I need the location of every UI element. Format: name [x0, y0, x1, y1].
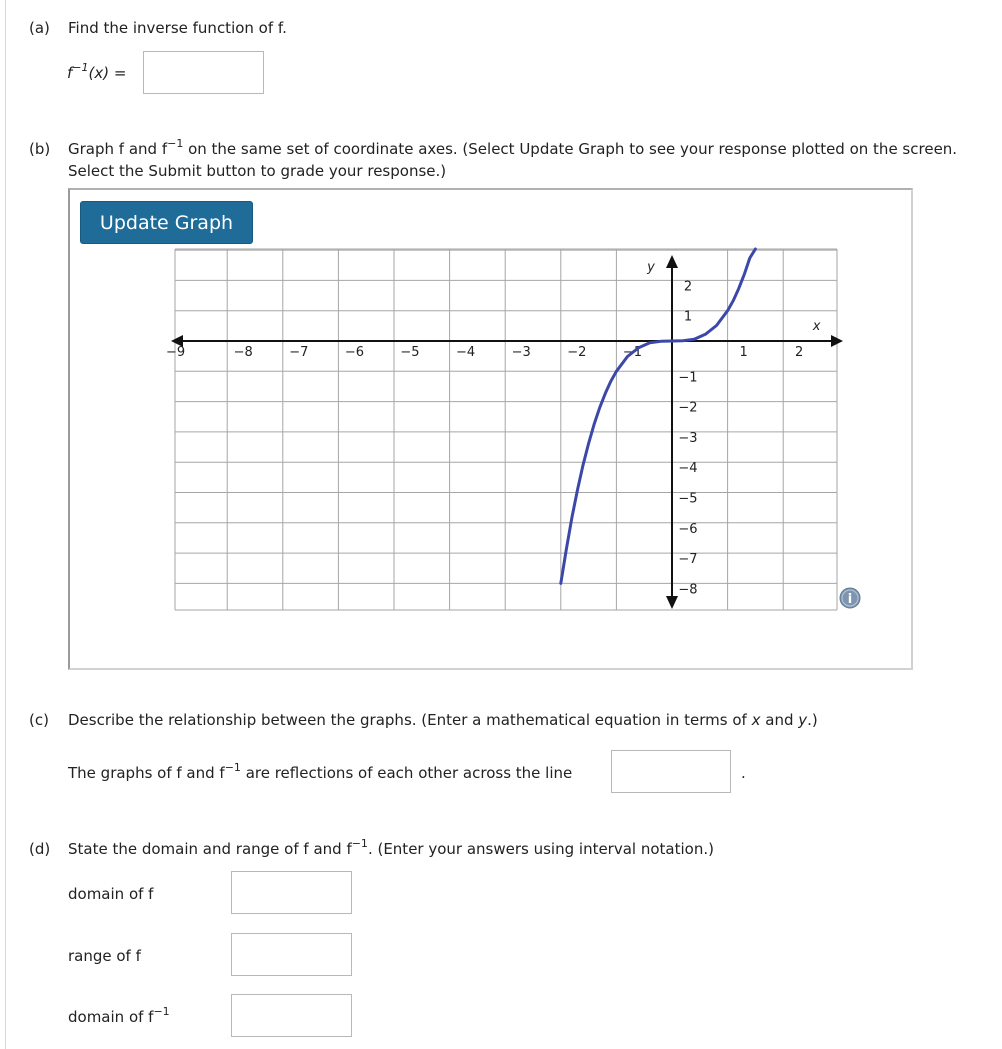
x-tick-label: −4 [456, 345, 476, 360]
range-f-label: range of f [68, 947, 141, 965]
y-tick-label: 1 [683, 309, 693, 325]
part-c-prompt: Describe the relationship between the graphs. (Enter a mathematical equation in terms of x and y.) [68, 711, 818, 729]
y-tick-label: −7 [678, 552, 698, 568]
update-graph-button[interactable]: Update Graph [80, 201, 253, 244]
reflection-line-input[interactable] [611, 750, 731, 793]
y-tick-label: −5 [678, 491, 698, 507]
part-c-marker: (c) [29, 711, 49, 729]
info-icon[interactable] [839, 587, 861, 609]
range-f-input[interactable] [231, 933, 352, 976]
x-tick-label: −5 [400, 345, 420, 360]
part-d-marker: (d) [29, 840, 51, 858]
x-tick-label: 1 [739, 345, 748, 360]
x-tick-label: −8 [233, 345, 253, 360]
y-tick-label: −3 [678, 430, 698, 446]
y-tick-label: −4 [678, 461, 698, 477]
part-a-marker: (a) [29, 19, 50, 37]
info-icon-glyph: i [847, 592, 853, 607]
y-axis-arrow-down [666, 596, 678, 609]
domain-f-label: domain of f [68, 885, 154, 903]
y-tick-label: −6 [678, 521, 698, 537]
part-a-prompt: Find the inverse function of f. [68, 19, 287, 37]
y-axis-label: y [647, 260, 655, 275]
part-d-prompt: State the domain and range of f and $f^{-1}$. (Enter your answers using interval notation.) [68, 837, 714, 858]
part-a-answer-label: $f^{-1}(x)$ = [67, 61, 127, 82]
y-tick-label: −1 [678, 370, 698, 386]
x-tick-label: −7 [289, 345, 309, 360]
part-b-prompt-line2: Select the Submit button to grade your response.) [68, 162, 447, 180]
x-tick-label: −6 [344, 345, 364, 360]
y-tick-label: 2 [683, 279, 693, 295]
part-b-marker: (b) [29, 140, 51, 158]
domain-finv-label: domain of $f^{-1}$ [68, 1005, 170, 1026]
part-b-prompt-line1: Graph f and $f^{-1}$ on the same set of coordinate axes. (Select Update Graph to see your response plotted on the screen. [68, 137, 958, 158]
y-axis-arrow-up [666, 255, 678, 268]
x-tick-label: −2 [567, 345, 587, 360]
x-tick-label: 2 [795, 345, 804, 360]
x-axis-label: x [812, 319, 821, 334]
part-c-sentence: The graphs of f and $f^{-1}$ are reflections of each other across the line [68, 761, 573, 782]
function-curve [561, 249, 756, 583]
y-tick-label: −2 [678, 400, 698, 416]
y-tick-label: −8 [678, 582, 698, 598]
domain-finv-input[interactable] [231, 994, 352, 1037]
domain-f-input[interactable] [231, 871, 352, 914]
x-tick-label: −9 [166, 345, 186, 360]
part-c-period: . [741, 764, 746, 782]
x-tick-label: −1 [622, 345, 642, 360]
x-tick-label: −3 [511, 345, 531, 360]
